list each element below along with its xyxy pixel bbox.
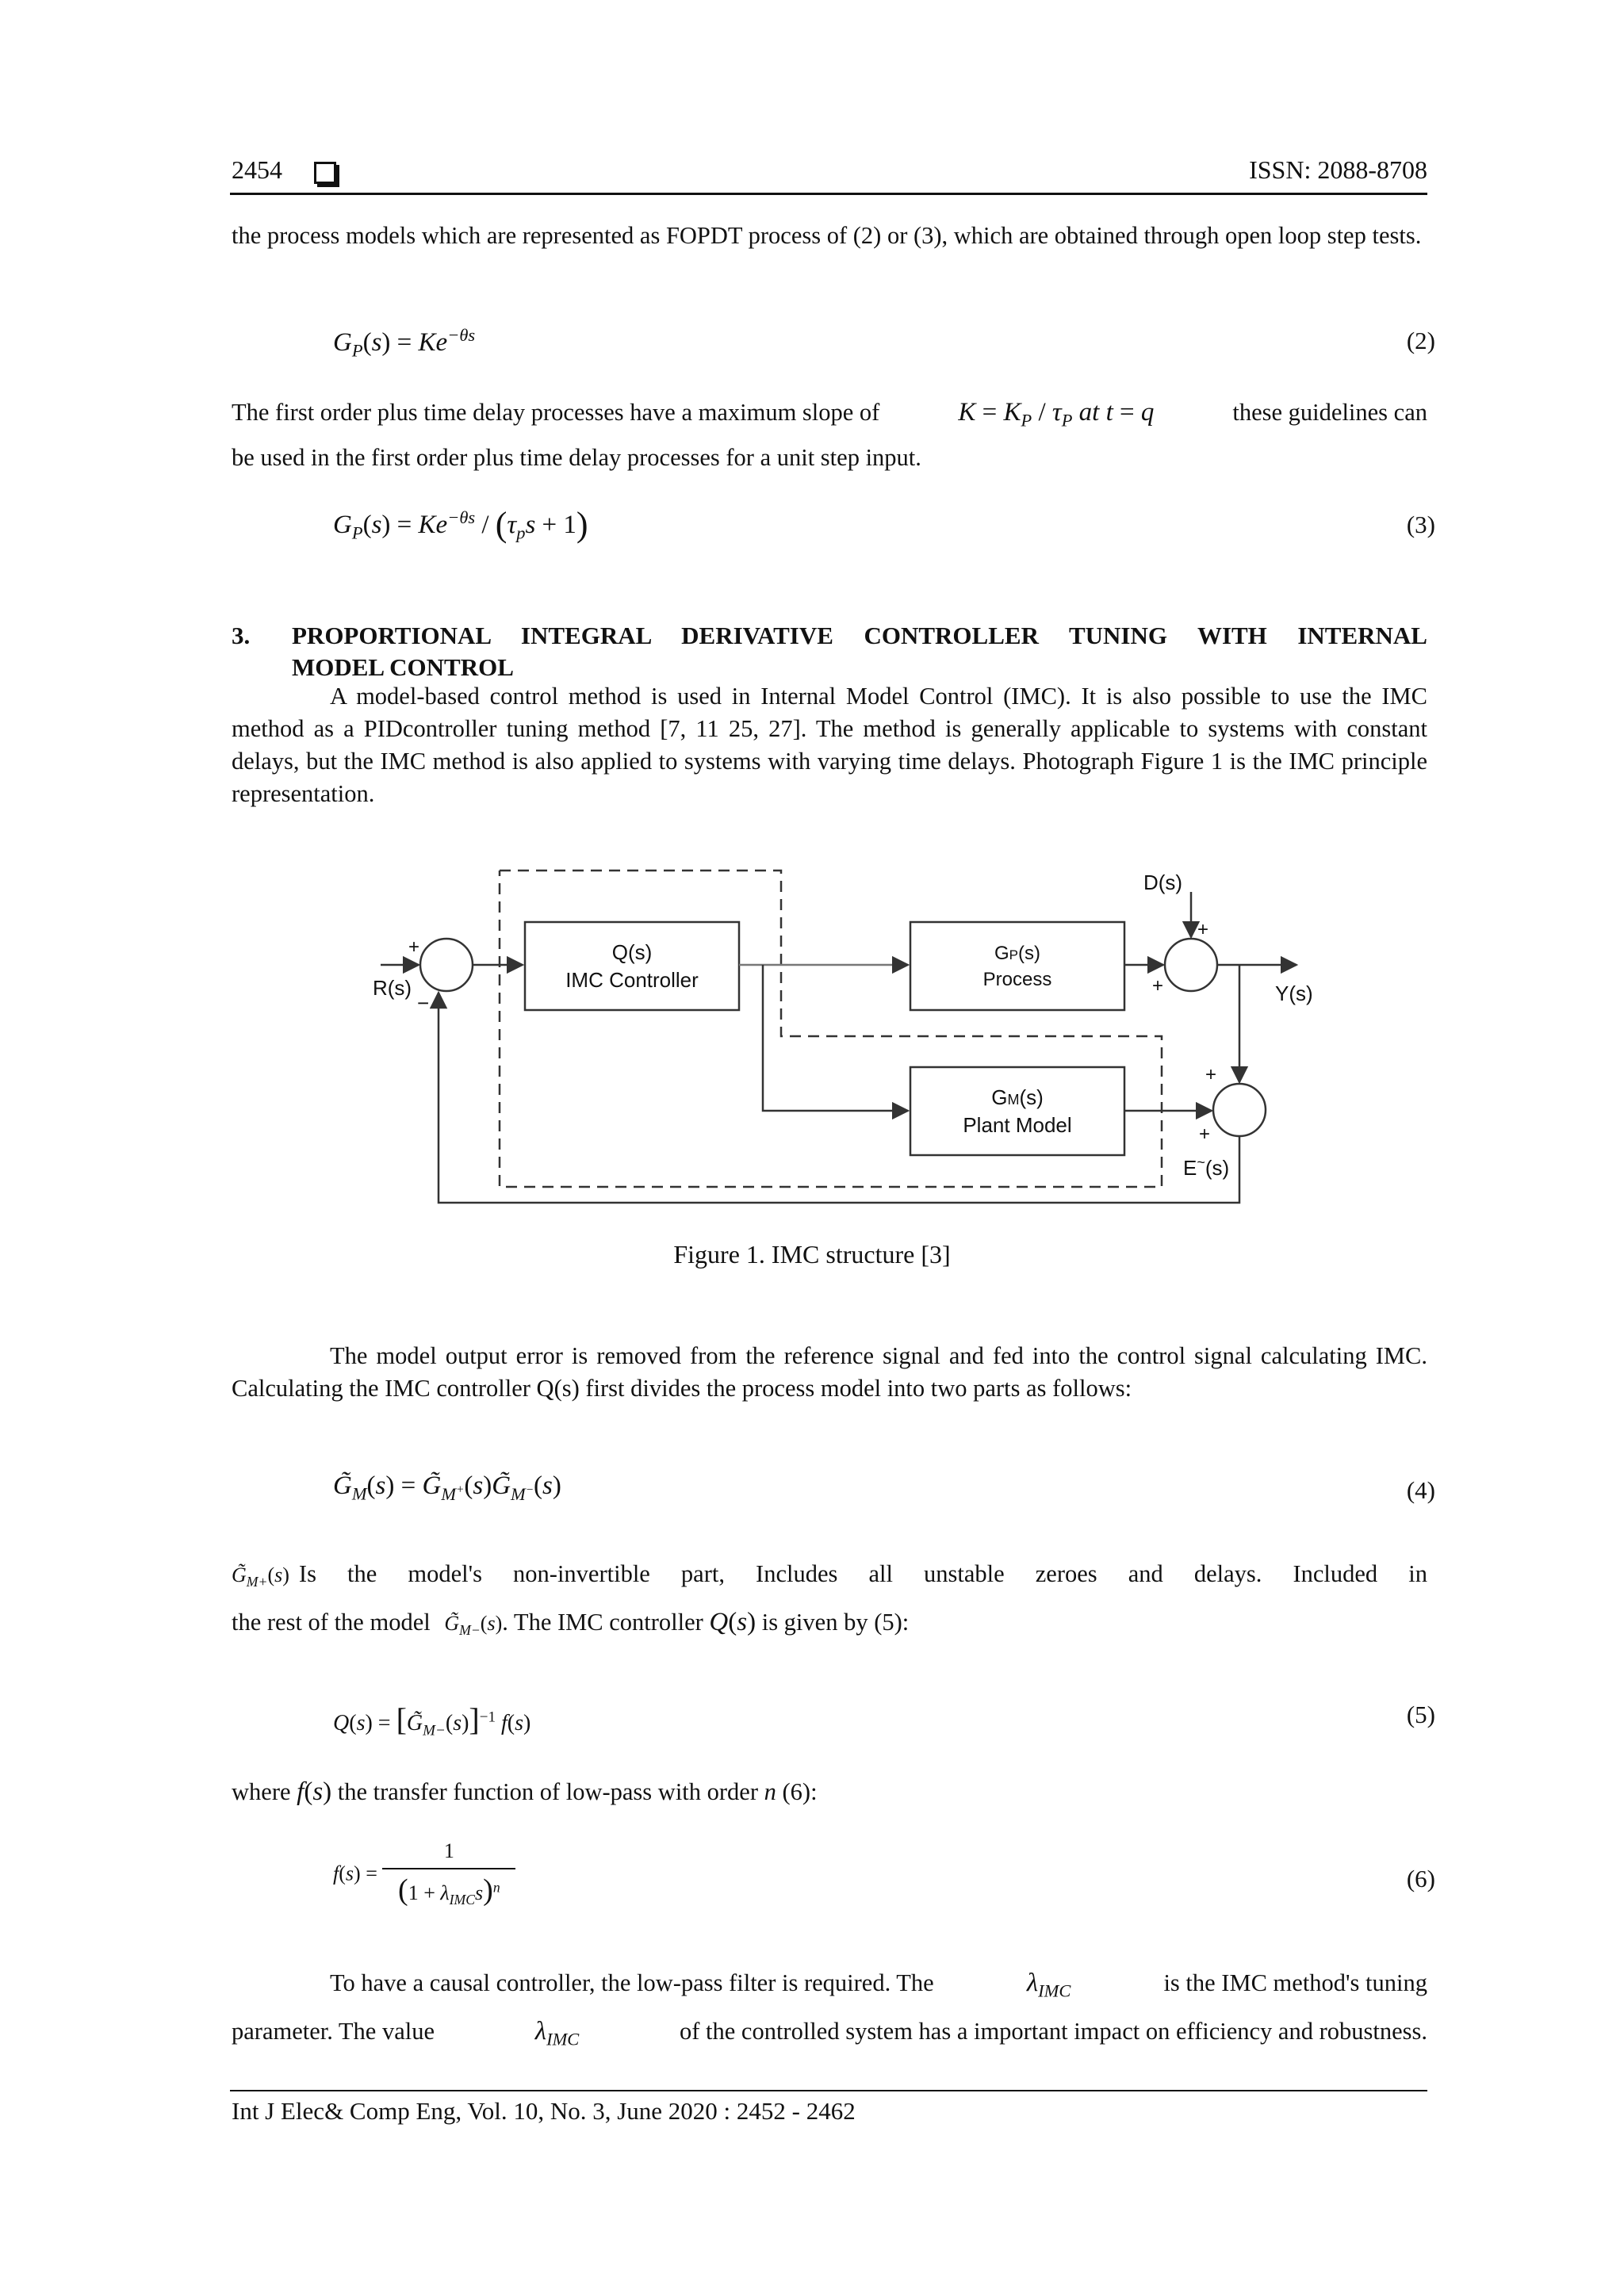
q-name: IMC Controller	[565, 968, 699, 992]
f-symbol: f(s)	[297, 1777, 332, 1806]
intro-paragraph: the process models which are represented as FOPDT process of (2) or (3), which are obtained through open loop step tests.	[232, 222, 1422, 249]
header-rule	[230, 193, 1427, 195]
page-number: 2454	[232, 155, 336, 185]
where-text-c: (6):	[782, 1778, 818, 1805]
causal-text-c: parameter. The value	[232, 2017, 435, 2045]
plus-sign: +	[1199, 1123, 1211, 1145]
imc-block-diagram	[349, 856, 1332, 1221]
where-text-a: where	[232, 1778, 291, 1805]
gm-minus-symbol: $G̃_{M-}(s)$	[444, 1612, 503, 1639]
section-title-line1: PROPORTIONAL INTEGRAL DERIVATIVE CONTROLLER TUNING WITH INTERNAL	[292, 622, 1427, 649]
slope-paragraph	[232, 396, 1427, 474]
r-label: R(s)	[373, 976, 412, 1000]
gp-label: GP(s)	[994, 943, 1040, 964]
plus-sign: +	[1152, 975, 1164, 997]
equation-6-number: (6)	[1406, 1865, 1435, 1892]
reference-summing-junction	[420, 939, 473, 991]
gp-name: Process	[982, 969, 1052, 990]
noninvertible-text-a: Is the model's non-invertible part, Includes all unstable zeroes and delays. Included in	[298, 1560, 1427, 1587]
causal-text-a: To have a causal controller, the low-pass filter is required. The	[330, 1969, 934, 1996]
footer-citation: Int J Elec& Comp Eng, Vol. 10, No. 3, June 2020 : 2452 - 2462	[232, 2097, 856, 2125]
imc-dashed-boundary	[500, 871, 1162, 1187]
y-label: Y(s)	[1275, 982, 1313, 1005]
equation-2: $G_P(s) = Ke^{-\theta s}$	[333, 325, 476, 361]
square-bullet-icon	[314, 162, 336, 184]
where-text-b: the transfer function of low-pass with order	[337, 1778, 758, 1805]
equation-6: f(s) = $\frac{1}{(1 + \lambda_{IMC}s)^n}$	[333, 1839, 515, 1908]
slope-text-c: be used in the first order plus time delay processes for a unit step input.	[232, 443, 921, 471]
e-label: E~(s)	[1183, 1154, 1230, 1180]
journal-issn: ISSN: 2088-8708	[1249, 155, 1427, 184]
noninvertible-text-c: . The IMC controller	[502, 1609, 703, 1636]
disturbance-summing-junction	[1165, 939, 1217, 991]
equation-3-number: (3)	[1406, 511, 1435, 538]
section-3-paragraph: A model-based control method is used in Internal Model Control (IMC). It is also possible to use the IMC method as a PIDcontroller tuning method [7, 11 25, 27]. The method is generally applicable to systems with constant delays, but the IMC method is also applied to systems with varying time delays. Photograph Figure 1 is the IMC principle representation.	[232, 683, 1427, 807]
error-summing-junction	[1213, 1084, 1266, 1136]
imc-controller-block	[525, 922, 739, 1010]
plant-model-block	[910, 1067, 1124, 1155]
causal-text-d: of the controlled system has a important impact on efficiency and robustness.	[680, 2017, 1427, 2045]
gm-name: Plant Model	[963, 1113, 1072, 1137]
where-paragraph	[232, 1776, 1427, 1808]
equation-5: $Q(s) = [G̃_{M-}(s)]^{-1}$ f(s)	[333, 1701, 531, 1739]
equation-5-number: (5)	[1406, 1701, 1435, 1728]
equation-4: $G̃_M(s)$ = $G̃_{M^+}(s)G̃_{M^-}(s)$	[333, 1471, 561, 1504]
plus-sign: +	[408, 936, 420, 958]
order-n: n	[764, 1778, 776, 1805]
noninvertible-text-b: the rest of the model	[232, 1609, 431, 1636]
plus-sign: +	[1197, 919, 1209, 940]
equation-3: $G_P(s) = Ke^{-\theta s} / (\tau_ps + 1)$	[333, 505, 588, 544]
causal-paragraph	[232, 1963, 1427, 2059]
slope-formula: $K = K_P / \tau_P$ at t = q	[958, 398, 1155, 430]
section-title-line2: MODEL CONTROL	[292, 653, 514, 681]
q-symbol: Q(s)	[709, 1608, 756, 1637]
q-label: Q(s)	[611, 940, 653, 964]
slope-text-a: The first order plus time delay processes have a maximum slope of	[232, 399, 880, 426]
footer-rule	[230, 2090, 1427, 2091]
equation-2-number: (2)	[1406, 327, 1435, 354]
noninvertible-text-d: is given by (5):	[761, 1609, 910, 1636]
process-block	[910, 922, 1124, 1010]
figure-caption: Figure 1. IMC structure [3]	[673, 1240, 951, 1269]
model-error-paragraph: The model output error is removed from the reference signal and fed into the control signal calculating IMC. Calculating the IMC controller Q(s) first divides the process model into two parts as follows:	[232, 1342, 1427, 1402]
section-3-heading	[232, 620, 1427, 683]
equation-4-number: (4)	[1406, 1476, 1435, 1504]
causal-text-b: is the IMC method's tuning	[1163, 1969, 1427, 1996]
noninvertible-paragraph	[232, 1558, 1427, 1647]
lambda-imc-symbol: $\lambda_{IMC}$	[534, 2016, 580, 2049]
gm-plus-symbol: $G̃_{M+}(s)$	[232, 1563, 289, 1590]
minus-sign: −	[417, 991, 430, 1015]
d-label: D(s)	[1143, 871, 1183, 894]
gm-label: GM(s)	[991, 1085, 1044, 1109]
lambda-imc-symbol: $\lambda_{IMC}$	[1026, 1969, 1071, 2001]
slope-text-b: these guidelines can	[1232, 399, 1427, 426]
plus-sign: +	[1205, 1064, 1217, 1085]
section-number: 3.	[232, 622, 251, 649]
